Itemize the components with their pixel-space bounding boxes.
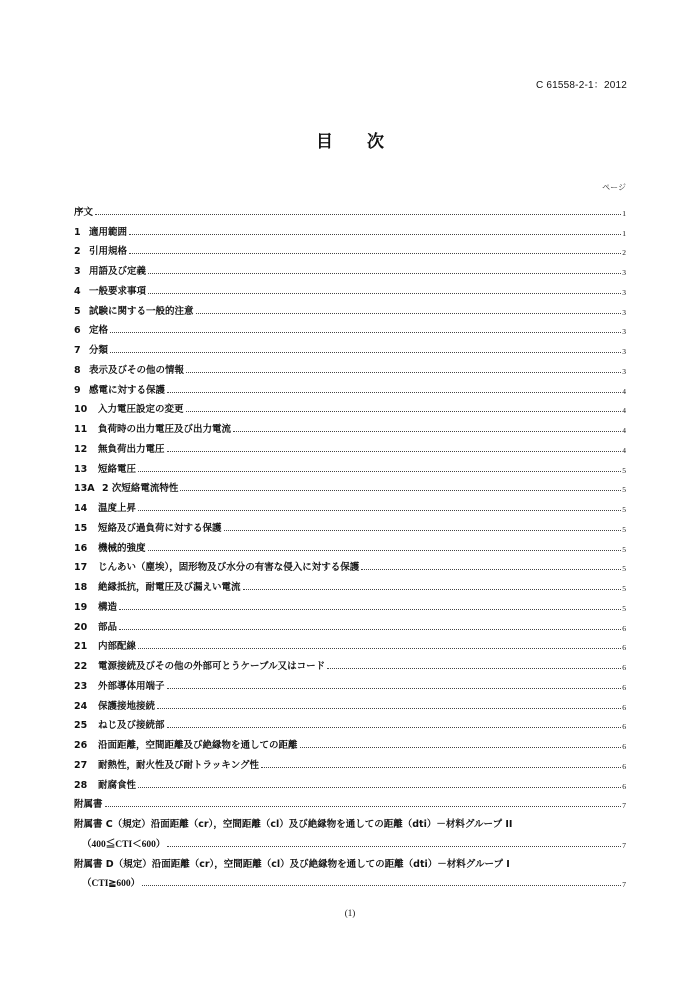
toc-section-title: 用語及び定義 bbox=[89, 266, 147, 277]
toc-page-number: 3 bbox=[622, 327, 626, 337]
toc-section-title: 短絡及び過負荷に対する保護 bbox=[98, 522, 222, 534]
toc-section-title: 無負荷出力電圧 bbox=[98, 443, 165, 455]
toc-section-number: 22 bbox=[74, 661, 88, 672]
toc-entry[interactable] bbox=[74, 771, 626, 791]
toc-entry[interactable] bbox=[74, 376, 626, 396]
toc-section-number: 26 bbox=[74, 740, 88, 751]
leader-dots bbox=[148, 549, 621, 551]
toc-section-title: 外部導体用端子 bbox=[98, 680, 165, 692]
toc-page-number: 4 bbox=[622, 406, 626, 416]
toc-section-number: 28 bbox=[74, 779, 88, 791]
toc-section-number: 19 bbox=[74, 601, 88, 613]
toc-entry[interactable] bbox=[74, 198, 626, 218]
toc-page-number: 6 bbox=[622, 722, 626, 732]
toc-page-number: 2 bbox=[622, 248, 626, 258]
toc-entry[interactable] bbox=[74, 238, 626, 258]
toc-section-title: ねじ及び接続部 bbox=[98, 720, 165, 732]
toc-entry[interactable] bbox=[74, 455, 626, 475]
toc-entries bbox=[74, 198, 626, 810]
toc-section-title: 一般要求事項 bbox=[89, 285, 147, 297]
toc-section-title: 分類 bbox=[89, 345, 109, 356]
toc-section-title: 附属書 bbox=[74, 799, 103, 811]
leader-dots bbox=[129, 233, 621, 235]
toc-section-title: 定格 bbox=[89, 325, 109, 337]
leader-dots bbox=[196, 312, 621, 314]
leader-dots bbox=[167, 450, 621, 452]
toc-annex-c-title: 附属書 C（規定）沿面距離（cr），空間距離（cl）及び絶縁物を通しての距離（dti）－材料グループ II bbox=[74, 819, 513, 830]
toc-page-number: 3 bbox=[622, 307, 626, 317]
toc-section-title: 絶縁抵抗，耐電圧及び漏えい電流 bbox=[98, 582, 241, 593]
toc-entry[interactable] bbox=[74, 534, 626, 554]
toc-entry[interactable] bbox=[74, 475, 626, 495]
toc-entry[interactable] bbox=[74, 218, 626, 238]
leader-dots bbox=[138, 647, 621, 649]
toc-section-title: 内部配線 bbox=[98, 641, 137, 653]
toc-page-number: 6 bbox=[622, 643, 626, 653]
toc-section-title: 序文 bbox=[74, 206, 94, 218]
toc-section-number: 6 bbox=[74, 325, 81, 337]
toc-section-number: 8 bbox=[74, 364, 81, 376]
toc-annex-c-line2[interactable] bbox=[74, 830, 626, 850]
toc-page-number: 1 bbox=[622, 228, 626, 238]
toc-page-number: 1 bbox=[622, 208, 626, 218]
toc-entry[interactable] bbox=[74, 317, 626, 337]
toc-page-number: 6 bbox=[622, 761, 626, 771]
leader-dots bbox=[138, 509, 621, 511]
toc-section-number: 2 bbox=[74, 246, 81, 258]
toc-section-number: 10 bbox=[74, 404, 88, 416]
toc-entry[interactable] bbox=[74, 593, 626, 613]
toc-page-number: 3 bbox=[622, 366, 626, 376]
toc-section-title: 短絡電圧 bbox=[98, 463, 137, 475]
table-of-contents bbox=[74, 198, 626, 889]
toc-section-title: 耐熱性，耐火性及び耐トラッキング性 bbox=[98, 759, 260, 771]
leader-dots bbox=[224, 529, 621, 531]
toc-annex-d-range: （CTI≧600） bbox=[82, 879, 141, 890]
toc-section-number: 1 bbox=[74, 226, 81, 238]
page-footer-number: (1) bbox=[344, 908, 356, 918]
toc-section-number: 25 bbox=[74, 720, 88, 732]
toc-section-title: 試験に関する一般的注意 bbox=[89, 305, 194, 317]
toc-page-number: 5 bbox=[622, 544, 626, 554]
toc-entry[interactable] bbox=[74, 336, 626, 356]
toc-entry[interactable] bbox=[74, 554, 626, 574]
leader-dots bbox=[157, 707, 621, 709]
toc-page-number: 3 bbox=[622, 287, 626, 297]
toc-section-title: 感電に対する保護 bbox=[89, 384, 166, 396]
toc-section-number: 20 bbox=[74, 621, 88, 633]
toc-page-number: 6 bbox=[622, 781, 626, 791]
toc-section-title: 負荷時の出力電圧及び出力電流 bbox=[98, 424, 232, 435]
leader-dots bbox=[186, 371, 621, 373]
toc-section-number: 4 bbox=[74, 285, 81, 297]
toc-section-title: 入力電圧設定の変更 bbox=[98, 404, 184, 416]
toc-section-number: 13 bbox=[74, 463, 88, 475]
toc-section-number: 12 bbox=[74, 443, 88, 455]
leader-dots bbox=[148, 292, 621, 294]
toc-section-number: 23 bbox=[74, 680, 88, 692]
toc-entry[interactable] bbox=[74, 257, 626, 277]
toc-page-number: 4 bbox=[622, 426, 626, 435]
toc-section-number: 17 bbox=[74, 562, 88, 574]
toc-section-number: 13A bbox=[74, 483, 95, 495]
toc-section-number: 16 bbox=[74, 542, 88, 554]
toc-annex-d-title: 附属書 D（規定）沿面距離（cr），空間距離（cl）及び絶縁物を通しての距離（dti）－材料グループ I bbox=[74, 858, 510, 870]
toc-entry[interactable] bbox=[74, 514, 626, 534]
toc-section-number: 21 bbox=[74, 641, 88, 653]
toc-section-number: 3 bbox=[74, 266, 81, 277]
toc-section-number: 5 bbox=[74, 305, 81, 317]
toc-section-number: 7 bbox=[74, 345, 81, 356]
leader-dots bbox=[180, 489, 621, 491]
toc-entry[interactable] bbox=[74, 692, 626, 712]
toc-page-number: 6 bbox=[622, 742, 626, 751]
toc-section-title: 耐腐食性 bbox=[98, 779, 137, 791]
toc-entry[interactable] bbox=[74, 494, 626, 514]
toc-page-number: 5 bbox=[622, 603, 626, 613]
toc-section-title: 構造 bbox=[98, 601, 118, 613]
toc-page-number: 7 bbox=[622, 840, 626, 850]
toc-page-number: 6 bbox=[622, 663, 626, 672]
toc-section-number: 11 bbox=[74, 424, 88, 435]
toc-page-number: 5 bbox=[622, 465, 626, 475]
leader-dots bbox=[186, 410, 621, 412]
toc-annex-d-line1[interactable] bbox=[74, 850, 626, 870]
leader-dots bbox=[110, 351, 621, 353]
leader-dots bbox=[138, 470, 621, 472]
leader-dots bbox=[167, 845, 621, 847]
toc-section-number: 15 bbox=[74, 522, 88, 534]
toc-entry[interactable] bbox=[74, 672, 626, 692]
toc-entry[interactable] bbox=[74, 415, 626, 435]
toc-section-title: 温度上昇 bbox=[98, 503, 137, 514]
toc-section-title: 機械的強度 bbox=[98, 542, 146, 554]
toc-entry[interactable] bbox=[74, 712, 626, 732]
toc-page-number: 4 bbox=[622, 386, 626, 396]
leader-dots bbox=[119, 608, 621, 610]
toc-entry[interactable] bbox=[74, 633, 626, 653]
toc-page-number: 4 bbox=[622, 445, 626, 455]
toc-page-number: 5 bbox=[622, 524, 626, 534]
toc-entry[interactable] bbox=[74, 613, 626, 633]
toc-annex-c-range: （400≦CTI＜600） bbox=[82, 839, 166, 850]
leader-dots bbox=[233, 430, 621, 432]
toc-page-number: 7 bbox=[622, 880, 626, 890]
leader-dots bbox=[129, 252, 621, 254]
toc-page-number: 5 bbox=[622, 485, 626, 495]
toc-page-number: 3 bbox=[622, 347, 626, 356]
toc-section-title: 引用規格 bbox=[89, 246, 128, 258]
toc-section-number: 24 bbox=[74, 700, 88, 712]
toc-entry[interactable] bbox=[74, 791, 626, 811]
toc-section-number: 18 bbox=[74, 582, 88, 593]
page-title: 目 次 bbox=[316, 132, 398, 152]
toc-section-title: 沿面距離，空間距離及び絶縁物を通しての距離 bbox=[98, 740, 298, 751]
toc-entry[interactable] bbox=[74, 573, 626, 593]
leader-dots bbox=[261, 766, 621, 768]
page-column-label: ページ bbox=[602, 183, 626, 192]
document-id: C 61558-2-1：2012 bbox=[535, 80, 627, 91]
leader-dots bbox=[327, 667, 621, 669]
toc-entry[interactable] bbox=[74, 277, 626, 297]
toc-page-number: 6 bbox=[622, 682, 626, 692]
leader-dots bbox=[95, 213, 621, 215]
leader-dots bbox=[148, 272, 621, 274]
toc-entry[interactable] bbox=[74, 435, 626, 455]
toc-page-number: 5 bbox=[622, 564, 626, 574]
toc-entry[interactable] bbox=[74, 356, 626, 376]
leader-dots bbox=[138, 786, 621, 788]
toc-page-number: 3 bbox=[622, 268, 626, 277]
leader-dots bbox=[167, 726, 621, 728]
toc-annex-c-line1[interactable] bbox=[74, 810, 626, 830]
toc-page-number: 7 bbox=[622, 801, 626, 811]
toc-section-title: 適用範囲 bbox=[89, 226, 128, 238]
toc-section-title: 保護接地接続 bbox=[98, 700, 156, 712]
leader-dots bbox=[167, 687, 621, 689]
toc-entry[interactable] bbox=[74, 396, 626, 416]
toc-section-title: じんあい（塵埃），固形物及び水分の有害な侵入に対する保護 bbox=[98, 562, 360, 574]
leader-dots bbox=[105, 805, 621, 807]
toc-section-number: 14 bbox=[74, 503, 88, 514]
leader-dots bbox=[361, 568, 621, 570]
toc-section-title: 部品 bbox=[98, 621, 118, 633]
toc-section-title: 2 次短絡電流特性 bbox=[102, 483, 179, 495]
leader-dots bbox=[142, 884, 621, 886]
leader-dots bbox=[243, 588, 621, 590]
toc-annex-d-line2[interactable] bbox=[74, 870, 626, 890]
toc-entry[interactable] bbox=[74, 297, 626, 317]
toc-page-number: 5 bbox=[622, 584, 626, 593]
leader-dots bbox=[300, 746, 621, 748]
toc-entry[interactable] bbox=[74, 731, 626, 751]
toc-section-title: 表示及びその他の情報 bbox=[89, 364, 185, 376]
toc-entry[interactable] bbox=[74, 652, 626, 672]
leader-dots bbox=[167, 391, 621, 393]
toc-page-number: 6 bbox=[622, 702, 626, 712]
leader-dots bbox=[110, 331, 621, 333]
toc-page-number: 6 bbox=[622, 623, 626, 633]
toc-section-number: 9 bbox=[74, 384, 81, 396]
leader-dots bbox=[119, 628, 621, 630]
toc-page-number: 5 bbox=[622, 505, 626, 514]
toc-section-number: 27 bbox=[74, 759, 88, 771]
toc-section-title: 電源接続及びその他の外部可とうケーブル又はコード bbox=[98, 661, 326, 672]
toc-entry[interactable] bbox=[74, 751, 626, 771]
